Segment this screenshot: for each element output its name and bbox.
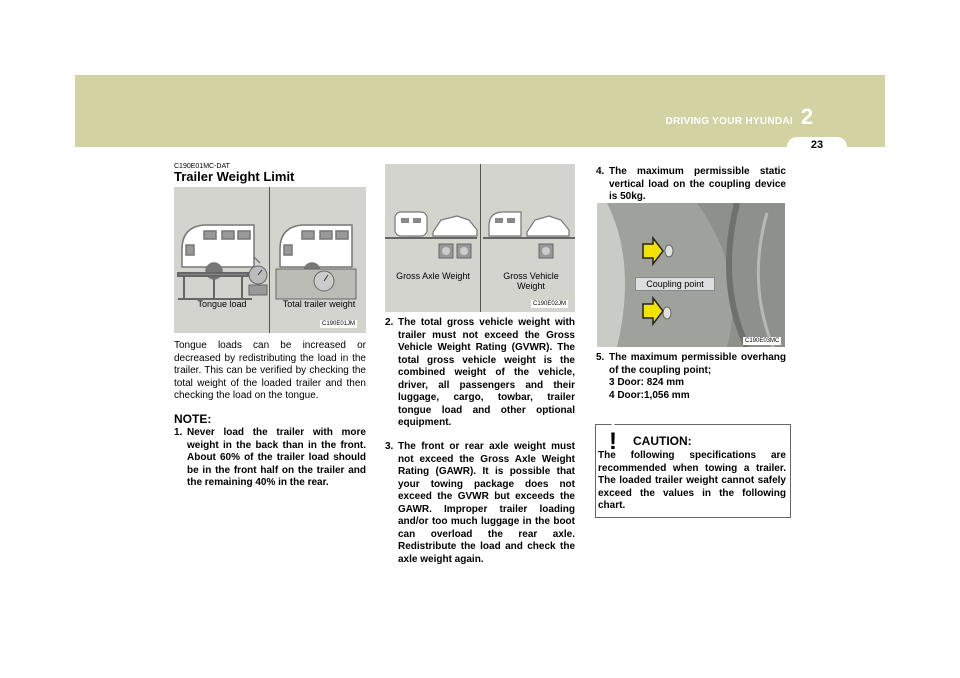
trailer-weight-illustration — [174, 187, 366, 333]
total-trailer-weight-label: Total trailer weight — [282, 299, 356, 309]
tongue-load-figure — [174, 187, 366, 333]
note-title: NOTE: — [174, 412, 212, 426]
list-item — [596, 352, 786, 377]
figure-divider — [269, 187, 270, 333]
list-item — [385, 441, 575, 566]
coupling-point-figure — [597, 203, 785, 347]
gross-axle-weight-label: Gross Axle Weight — [396, 271, 470, 281]
section-code: C190E01MC-DAT — [174, 163, 230, 170]
list-item-number: 2. — [385, 317, 394, 328]
caution-title: CAUTION: — [633, 434, 692, 448]
list-item-text: The maximum permissible static vertical load on the coupling device is 50kg. — [609, 166, 786, 202]
list-item-text: The total gross vehicle weight with trailer must not exceed the Gross Vehicle Weight Rating (GVWR). The total gross vehicle weight is the combined weight of the vehicle, driver, all passengers and their luggage, cargo, towbar, trailer tongue load and other optional equipment. — [398, 317, 575, 428]
note-item-text: Never load the trailer with more weight in the back than in the front. About 60% of the trailer load should be in the front half on the trailer and the remaining 40% in the rear. — [187, 427, 366, 488]
axle-weight-figure — [385, 164, 575, 312]
caution-text: The following specifications are recommended when towing a trailer. The loaded trailer weight cannot safely exceed the values in the following chart. — [598, 450, 786, 511]
list-item — [385, 317, 575, 430]
list-item-number: 3. — [385, 441, 394, 452]
figure-code: C190E01JM — [322, 321, 356, 327]
page-number: 23 — [810, 139, 824, 151]
list-item — [596, 166, 786, 204]
list-item-number: 4. — [596, 166, 605, 177]
chapter-title: DRIVING YOUR HYUNDAI — [665, 116, 793, 127]
list-item-text: The front or rear axle weight must not exceed the Gross Axle Weight Rating (GAWR). It is possible that your towing package does not exceed the GVWR but exceeds the GAWR. Improper trailer loading and/or too much luggage in the boot can overload the rear axle. Redistribute the load and check the axle weight again. — [398, 441, 575, 565]
list-item-text: The maximum permissible overhang of the coupling point; — [609, 352, 786, 376]
note-item-number: 1. — [174, 427, 183, 438]
note-item — [174, 427, 366, 490]
coupling-point-label: Coupling point — [635, 277, 715, 291]
svg-text:!: ! — [609, 428, 617, 454]
list-item-number: 5. — [596, 352, 605, 363]
tongue-load-label: Tongue load — [197, 299, 247, 309]
intro-paragraph: Tongue loads can be increased or decreased by redistributing the load in the trailer. This can be verified by checking the total weight of the loaded trailer and then checking the load on the tongue. — [174, 340, 366, 401]
figure-divider — [480, 164, 481, 312]
section-title: Trailer Weight Limit — [174, 169, 295, 184]
coupling-photo — [597, 203, 785, 347]
gross-vehicle-weight-label: Gross Vehicle Weight — [503, 271, 559, 291]
figure-code: C190E02JM — [533, 301, 567, 307]
figure-code: C190E03MC — [745, 338, 780, 344]
header-band — [75, 75, 885, 147]
overhang-3-door: 3 Door: 824 mm — [609, 377, 685, 388]
overhang-4-door: 4 Door:1,056 mm — [609, 390, 690, 401]
chapter-number: 2 — [800, 104, 814, 129]
